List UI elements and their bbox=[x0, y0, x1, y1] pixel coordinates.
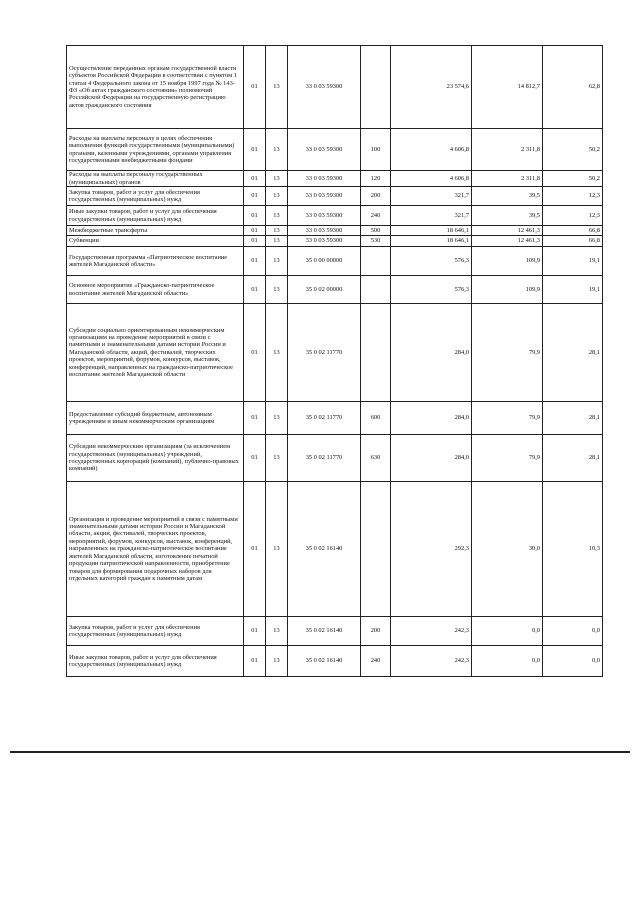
row-section-code: 01 bbox=[244, 617, 266, 646]
row-target-article: 33 0 03 59300 bbox=[288, 236, 361, 247]
row-name: Осуществление переданных органам государственной власти субъектов Российской Федерации в соответствии с пунктом 1 статьи 4 Федерального закона от 15 ноября 1997 года № 143-ФЗ «Об актах гражданского состояния» полномочий Российской Федерации на государственную регистрацию актов гражданского состояния bbox=[67, 46, 244, 129]
row-target-article: 35 0 02 16140 bbox=[288, 617, 361, 646]
row-actual-amount: 0,0 bbox=[472, 646, 543, 677]
row-actual-amount: 12 461,3 bbox=[472, 226, 543, 236]
row-actual-amount: 12 461,3 bbox=[472, 236, 543, 247]
row-name: Предоставление субсидий бюджетным, автономным учреждениям и иным некоммерческим организациям bbox=[67, 402, 244, 435]
row-percent: 12,3 bbox=[543, 206, 603, 226]
row-target-article: 33 0 03 59300 bbox=[288, 46, 361, 129]
budget-table bbox=[66, 45, 603, 677]
row-plan-amount: 284,0 bbox=[391, 402, 472, 435]
row-name: Субсидии социально ориентированным некоммерческим организациям на проведение мероприятий в связи с памятными и знаменательными датами истории России и Магаданской области, акций, фестивалей, творческих проектов, мероприятий, форумов, конкурсов, выставок, конференций, направленных на гражданско-патриотическое воспитание жителей Магаданской области bbox=[67, 304, 244, 402]
row-percent: 50,2 bbox=[543, 129, 603, 171]
row-name: Государственная программа «Патриотическое воспитание жителей Магаданской области» bbox=[67, 247, 244, 276]
table-row bbox=[67, 206, 603, 226]
row-percent: 0,0 bbox=[543, 646, 603, 677]
row-subsection-code: 13 bbox=[266, 171, 288, 187]
row-name: Межбюджетные трансферты bbox=[67, 226, 244, 236]
row-section-code: 01 bbox=[244, 402, 266, 435]
row-actual-amount: 109,9 bbox=[472, 276, 543, 304]
row-plan-amount: 4 606,8 bbox=[391, 171, 472, 187]
row-actual-amount: 2 311,8 bbox=[472, 171, 543, 187]
row-expense-type: 500 bbox=[361, 226, 391, 236]
row-plan-amount: 284,0 bbox=[391, 304, 472, 402]
row-target-article: 33 0 03 59300 bbox=[288, 129, 361, 171]
table-row bbox=[67, 435, 603, 482]
row-percent: 12,3 bbox=[543, 187, 603, 206]
table-row bbox=[67, 236, 603, 247]
row-plan-amount: 284,0 bbox=[391, 435, 472, 482]
row-subsection-code: 13 bbox=[266, 482, 288, 617]
row-percent: 66,8 bbox=[543, 226, 603, 236]
row-name: Организация и проведение мероприятий в связи с памятными знаменательными датами истории России и Магаданской области, акции, фестивалей, творческих проектов, мероприятий, форумов, конкурсов, выставок, конференций, направленных на гражданско-патриотическое воспитание жителей Магаданской области, изготовление печатной продукции патриотической направленности, приобретение товаров для формирования подарочных наборов для отдельных категорий граждан к памятным датам bbox=[67, 482, 244, 617]
table-row bbox=[67, 247, 603, 276]
row-name: Иные закупки товаров, работ и услуг для обеспечения государственных (муниципальных) нужд bbox=[67, 206, 244, 226]
row-target-article: 33 0 03 59300 bbox=[288, 187, 361, 206]
row-expense-type: 240 bbox=[361, 646, 391, 677]
row-expense-type: 200 bbox=[361, 617, 391, 646]
row-section-code: 01 bbox=[244, 247, 266, 276]
row-percent: 66,8 bbox=[543, 236, 603, 247]
row-actual-amount: 79,9 bbox=[472, 402, 543, 435]
row-plan-amount: 18 646,1 bbox=[391, 226, 472, 236]
row-expense-type bbox=[361, 276, 391, 304]
table-row bbox=[67, 304, 603, 402]
table-row bbox=[67, 171, 603, 187]
row-name: Расходы на выплаты персоналу государственных (муниципальных) органов bbox=[67, 171, 244, 187]
row-percent: 0,0 bbox=[543, 617, 603, 646]
row-actual-amount: 79,9 bbox=[472, 435, 543, 482]
table-row bbox=[67, 226, 603, 236]
table-row bbox=[67, 187, 603, 206]
table-row bbox=[67, 129, 603, 171]
row-subsection-code: 13 bbox=[266, 236, 288, 247]
row-name: Иные закупки товаров, работ и услуг для обеспечения государственных (муниципальных) нужд bbox=[67, 646, 244, 677]
row-expense-type: 600 bbox=[361, 402, 391, 435]
row-target-article: 35 0 02 11770 bbox=[288, 435, 361, 482]
row-subsection-code: 13 bbox=[266, 304, 288, 402]
row-section-code: 01 bbox=[244, 129, 266, 171]
row-target-article: 35 0 00 00000 bbox=[288, 247, 361, 276]
row-section-code: 01 bbox=[244, 304, 266, 402]
row-subsection-code: 13 bbox=[266, 646, 288, 677]
row-expense-type bbox=[361, 46, 391, 129]
row-percent: 19,1 bbox=[543, 276, 603, 304]
table-row bbox=[67, 617, 603, 646]
row-section-code: 01 bbox=[244, 187, 266, 206]
row-expense-type bbox=[361, 304, 391, 402]
row-section-code: 01 bbox=[244, 435, 266, 482]
row-actual-amount: 39,5 bbox=[472, 187, 543, 206]
row-section-code: 01 bbox=[244, 206, 266, 226]
row-name: Субвенции bbox=[67, 236, 244, 247]
row-plan-amount: 242,3 bbox=[391, 646, 472, 677]
row-expense-type bbox=[361, 247, 391, 276]
row-plan-amount: 292,3 bbox=[391, 482, 472, 617]
row-subsection-code: 13 bbox=[266, 435, 288, 482]
row-subsection-code: 13 bbox=[266, 247, 288, 276]
row-plan-amount: 321,7 bbox=[391, 187, 472, 206]
row-subsection-code: 13 bbox=[266, 617, 288, 646]
row-expense-type: 240 bbox=[361, 206, 391, 226]
table-row bbox=[67, 482, 603, 617]
table-row bbox=[67, 646, 603, 677]
row-target-article: 35 0 02 16140 bbox=[288, 646, 361, 677]
row-actual-amount: 39,5 bbox=[472, 206, 543, 226]
row-actual-amount: 0,0 bbox=[472, 617, 543, 646]
row-name: Расходы на выплаты персоналу в целях обеспечения выполнения функций государственными (муниципальными) органами, казенными учреждениями, органами управления государственными внебюджетными фондами bbox=[67, 129, 244, 171]
row-percent: 19,1 bbox=[543, 247, 603, 276]
row-plan-amount: 18 646,1 bbox=[391, 236, 472, 247]
row-plan-amount: 242,3 bbox=[391, 617, 472, 646]
row-subsection-code: 13 bbox=[266, 226, 288, 236]
row-expense-type bbox=[361, 482, 391, 617]
row-actual-amount: 79,9 bbox=[472, 304, 543, 402]
row-percent: 10,3 bbox=[543, 482, 603, 617]
row-name: Закупка товаров, работ и услуг для обеспечения государственных (муниципальных) нужд bbox=[67, 187, 244, 206]
row-subsection-code: 13 bbox=[266, 129, 288, 171]
row-plan-amount: 576,3 bbox=[391, 276, 472, 304]
row-section-code: 01 bbox=[244, 236, 266, 247]
row-subsection-code: 13 bbox=[266, 402, 288, 435]
row-expense-type: 120 bbox=[361, 171, 391, 187]
table-row bbox=[67, 402, 603, 435]
row-name: Закупка товаров, работ и услуг для обеспечения государственных (муниципальных) нужд bbox=[67, 617, 244, 646]
row-expense-type: 530 bbox=[361, 236, 391, 247]
row-target-article: 35 0 02 11770 bbox=[288, 402, 361, 435]
row-plan-amount: 576,3 bbox=[391, 247, 472, 276]
bottom-divider bbox=[10, 751, 630, 753]
row-plan-amount: 23 574,6 bbox=[391, 46, 472, 129]
row-section-code: 01 bbox=[244, 276, 266, 304]
row-target-article: 35 0 02 16140 bbox=[288, 482, 361, 617]
table-row bbox=[67, 46, 603, 129]
table-body bbox=[67, 46, 603, 677]
row-target-article: 33 0 03 59300 bbox=[288, 206, 361, 226]
row-section-code: 01 bbox=[244, 226, 266, 236]
row-section-code: 01 bbox=[244, 171, 266, 187]
row-plan-amount: 4 606,8 bbox=[391, 129, 472, 171]
row-subsection-code: 13 bbox=[266, 187, 288, 206]
row-percent: 28,1 bbox=[543, 304, 603, 402]
row-percent: 50,2 bbox=[543, 171, 603, 187]
row-subsection-code: 13 bbox=[266, 46, 288, 129]
row-percent: 28,1 bbox=[543, 402, 603, 435]
row-actual-amount: 30,0 bbox=[472, 482, 543, 617]
row-percent: 62,8 bbox=[543, 46, 603, 129]
row-plan-amount: 321,7 bbox=[391, 206, 472, 226]
table-row bbox=[67, 276, 603, 304]
row-name: Основное мероприятие «Гражданско-патриотическое воспитание жителей Магаданской области» bbox=[67, 276, 244, 304]
row-actual-amount: 109,9 bbox=[472, 247, 543, 276]
row-target-article: 33 0 03 59300 bbox=[288, 226, 361, 236]
row-expense-type: 100 bbox=[361, 129, 391, 171]
row-subsection-code: 13 bbox=[266, 206, 288, 226]
row-target-article: 33 0 03 59300 bbox=[288, 171, 361, 187]
row-subsection-code: 13 bbox=[266, 276, 288, 304]
row-percent: 28,1 bbox=[543, 435, 603, 482]
row-section-code: 01 bbox=[244, 646, 266, 677]
row-expense-type: 200 bbox=[361, 187, 391, 206]
row-actual-amount: 2 311,8 bbox=[472, 129, 543, 171]
row-name: Субсидии некоммерческим организациям (за исключением государственных (муниципальных) учреждений, государственных корпораций (компаний), публично-правовых компаний) bbox=[67, 435, 244, 482]
row-target-article: 35 0 02 11770 bbox=[288, 304, 361, 402]
row-target-article: 35 0 02 00000 bbox=[288, 276, 361, 304]
row-expense-type: 630 bbox=[361, 435, 391, 482]
row-section-code: 01 bbox=[244, 482, 266, 617]
row-section-code: 01 bbox=[244, 46, 266, 129]
row-actual-amount: 14 812,7 bbox=[472, 46, 543, 129]
